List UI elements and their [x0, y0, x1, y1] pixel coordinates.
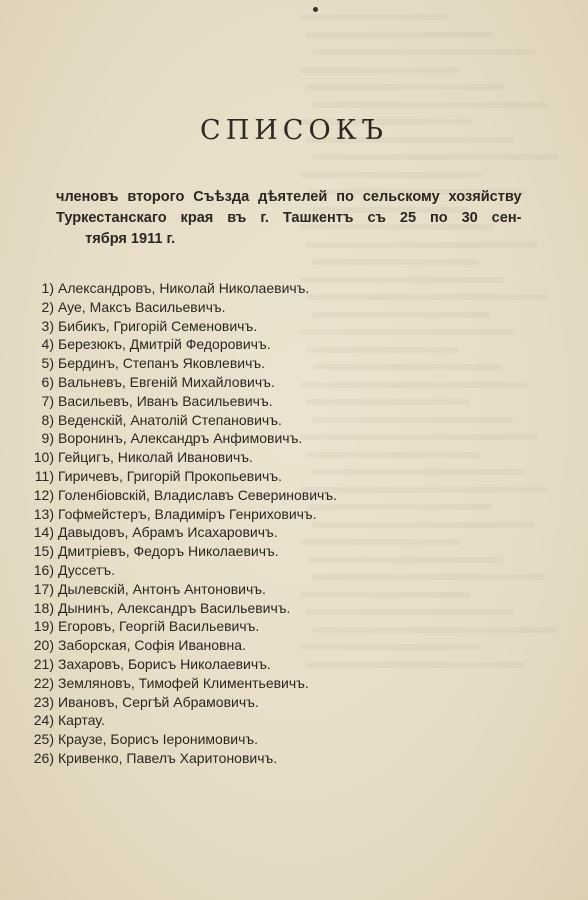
member-name: Краузе, Борисъ Іеронимовичъ. [58, 731, 259, 748]
show-through-stroke [312, 154, 558, 160]
member-name: Земляновъ, Тимофей Климентьевичъ. [58, 674, 309, 691]
subtitle-word: сельскому [362, 188, 440, 205]
list-item [24, 693, 524, 712]
member-name: Веденскій, Анатолій Степановичъ. [58, 411, 282, 428]
item-number: 1) [41, 280, 54, 296]
list-item [24, 523, 524, 542]
list-item [24, 486, 524, 505]
member-name: Гейцигъ, Николай Ивановичъ. [58, 449, 253, 466]
item-number: 23) [33, 693, 54, 710]
page-title: СПИСОКЪ [200, 115, 388, 146]
show-through-stroke [300, 172, 483, 178]
item-number: 8) [41, 411, 54, 428]
member-name: Александровъ, Николай Николаевичъ. [58, 280, 310, 296]
member-name: Васильевъ, Иванъ Васильевичъ. [58, 392, 273, 409]
member-name: Дмитріевъ, Федоръ Николаевичъ. [58, 543, 279, 560]
list-item [24, 580, 524, 599]
member-name: Картау. [58, 712, 105, 729]
show-through-stroke [300, 14, 450, 20]
item-number: 25) [33, 731, 54, 748]
item-number: 15) [33, 543, 54, 560]
show-through-stroke [306, 84, 504, 90]
subtitle-word: хозяйству [448, 188, 522, 205]
list-item [24, 448, 524, 467]
list-item [24, 599, 524, 618]
subtitle-word: Ташкентъ [282, 209, 354, 226]
item-number: 21) [33, 655, 54, 672]
item-number: 12) [33, 486, 54, 503]
subtitle-word: сен- [491, 209, 522, 226]
list-item [24, 279, 524, 298]
item-number: 26) [33, 749, 54, 766]
list-item [24, 317, 524, 336]
subtitle-word: г. [260, 209, 269, 226]
show-through-stroke [300, 67, 461, 73]
show-through-stroke [306, 32, 493, 38]
list-item [24, 354, 524, 373]
list-item [24, 542, 524, 561]
list-item [24, 411, 524, 430]
item-number: 14) [33, 524, 54, 541]
item-number: 11) [34, 467, 54, 484]
item-number: 10) [33, 449, 54, 466]
list-item [24, 392, 524, 411]
subtitle-word: по [429, 209, 448, 226]
list-item [24, 467, 524, 486]
subtitle-word: по [336, 188, 354, 205]
subtitle-word: членовъ [56, 188, 119, 205]
item-number: 19) [33, 618, 54, 635]
item-number: 18) [33, 599, 54, 616]
item-number: 17) [33, 580, 54, 597]
item-number: 7) [41, 392, 54, 409]
member-name: Бердинъ, Степанъ Яковлевичъ. [58, 355, 266, 372]
member-name: Захаровъ, Борисъ Николаевичъ. [58, 655, 271, 672]
item-number: 20) [33, 637, 54, 654]
member-name: Ауе, Максъ Васильевичъ. [58, 298, 226, 315]
subtitle-line-2 [56, 207, 522, 228]
member-name: Голенбіовскій, Владиславъ Севериновичъ. [58, 486, 337, 503]
item-number: 16) [33, 561, 54, 578]
subtitle-word: 30 [461, 209, 478, 226]
member-name: Кривенко, Павелъ Харитоновичъ. [58, 749, 278, 766]
member-name: Егоровъ, Георгій Васильевичъ. [58, 618, 260, 635]
subtitle-word: Туркестанскаго [56, 209, 167, 226]
member-name: Бибикъ, Григорій Семеновичъ. [58, 317, 258, 334]
list-item [24, 749, 524, 768]
subtitle-word: дѣятелей [258, 188, 328, 205]
subtitle-word: Съѣзда [193, 188, 250, 205]
item-number: 6) [41, 373, 54, 390]
show-through-stroke [312, 49, 536, 55]
list-item [24, 335, 524, 354]
member-list [24, 279, 524, 768]
item-number: 2) [41, 298, 54, 315]
list-item [24, 636, 524, 655]
subtitle-line-1 [56, 186, 522, 207]
subtitle-word: въ [227, 209, 247, 226]
member-name: Ивановъ, Сергѣй Абрамовичъ. [58, 693, 259, 710]
list-item [24, 561, 524, 580]
member-name: Гофмейстеръ, Владиміръ Генриховичъ. [58, 505, 317, 522]
item-number: 22) [33, 674, 54, 691]
list-item [24, 429, 524, 448]
subtitle-word: 25 [399, 209, 417, 226]
list-item [24, 674, 524, 693]
item-number: 4) [41, 336, 54, 353]
item-number: 13) [33, 505, 54, 522]
member-name: Вальневъ, Евгеній Михайловичъ. [58, 373, 275, 390]
member-name: Гиричевъ, Григорій Прокопьевичъ. [58, 467, 282, 484]
subtitle-word: второго [127, 188, 185, 205]
item-number: 24) [33, 712, 54, 729]
member-name: Дынинъ, Александръ Васильевичъ. [58, 599, 291, 616]
item-number: 9) [41, 430, 54, 447]
show-through-stroke [312, 102, 547, 108]
item-number: 3) [41, 317, 54, 334]
subtitle-word: края [180, 209, 214, 226]
member-name: Дылевскій, Антонъ Антоновичъ. [58, 580, 266, 597]
list-item [24, 730, 524, 749]
show-through-stroke [312, 259, 480, 265]
list-item [24, 655, 524, 674]
subtitle [56, 186, 522, 249]
member-name: Дуссетъ. [58, 561, 116, 578]
member-name: Заборская, Софія Ивановна. [58, 637, 246, 654]
list-item [24, 617, 524, 636]
subtitle-word: съ [367, 209, 386, 226]
ink-dot [313, 7, 318, 12]
member-name: Давыдовъ, Абрамъ Исахаровичъ. [58, 524, 278, 541]
list-item [24, 711, 524, 730]
item-number: 5) [41, 355, 54, 372]
list-item [24, 505, 524, 524]
member-name: Воронинъ, Александръ Анфимовичъ. [58, 430, 303, 447]
list-item [24, 373, 524, 392]
subtitle-line-3: тября 1911 г. [85, 230, 176, 247]
list-item [24, 298, 524, 317]
member-name: Березюкъ, Дмитрій Федоровичъ. [58, 336, 271, 353]
